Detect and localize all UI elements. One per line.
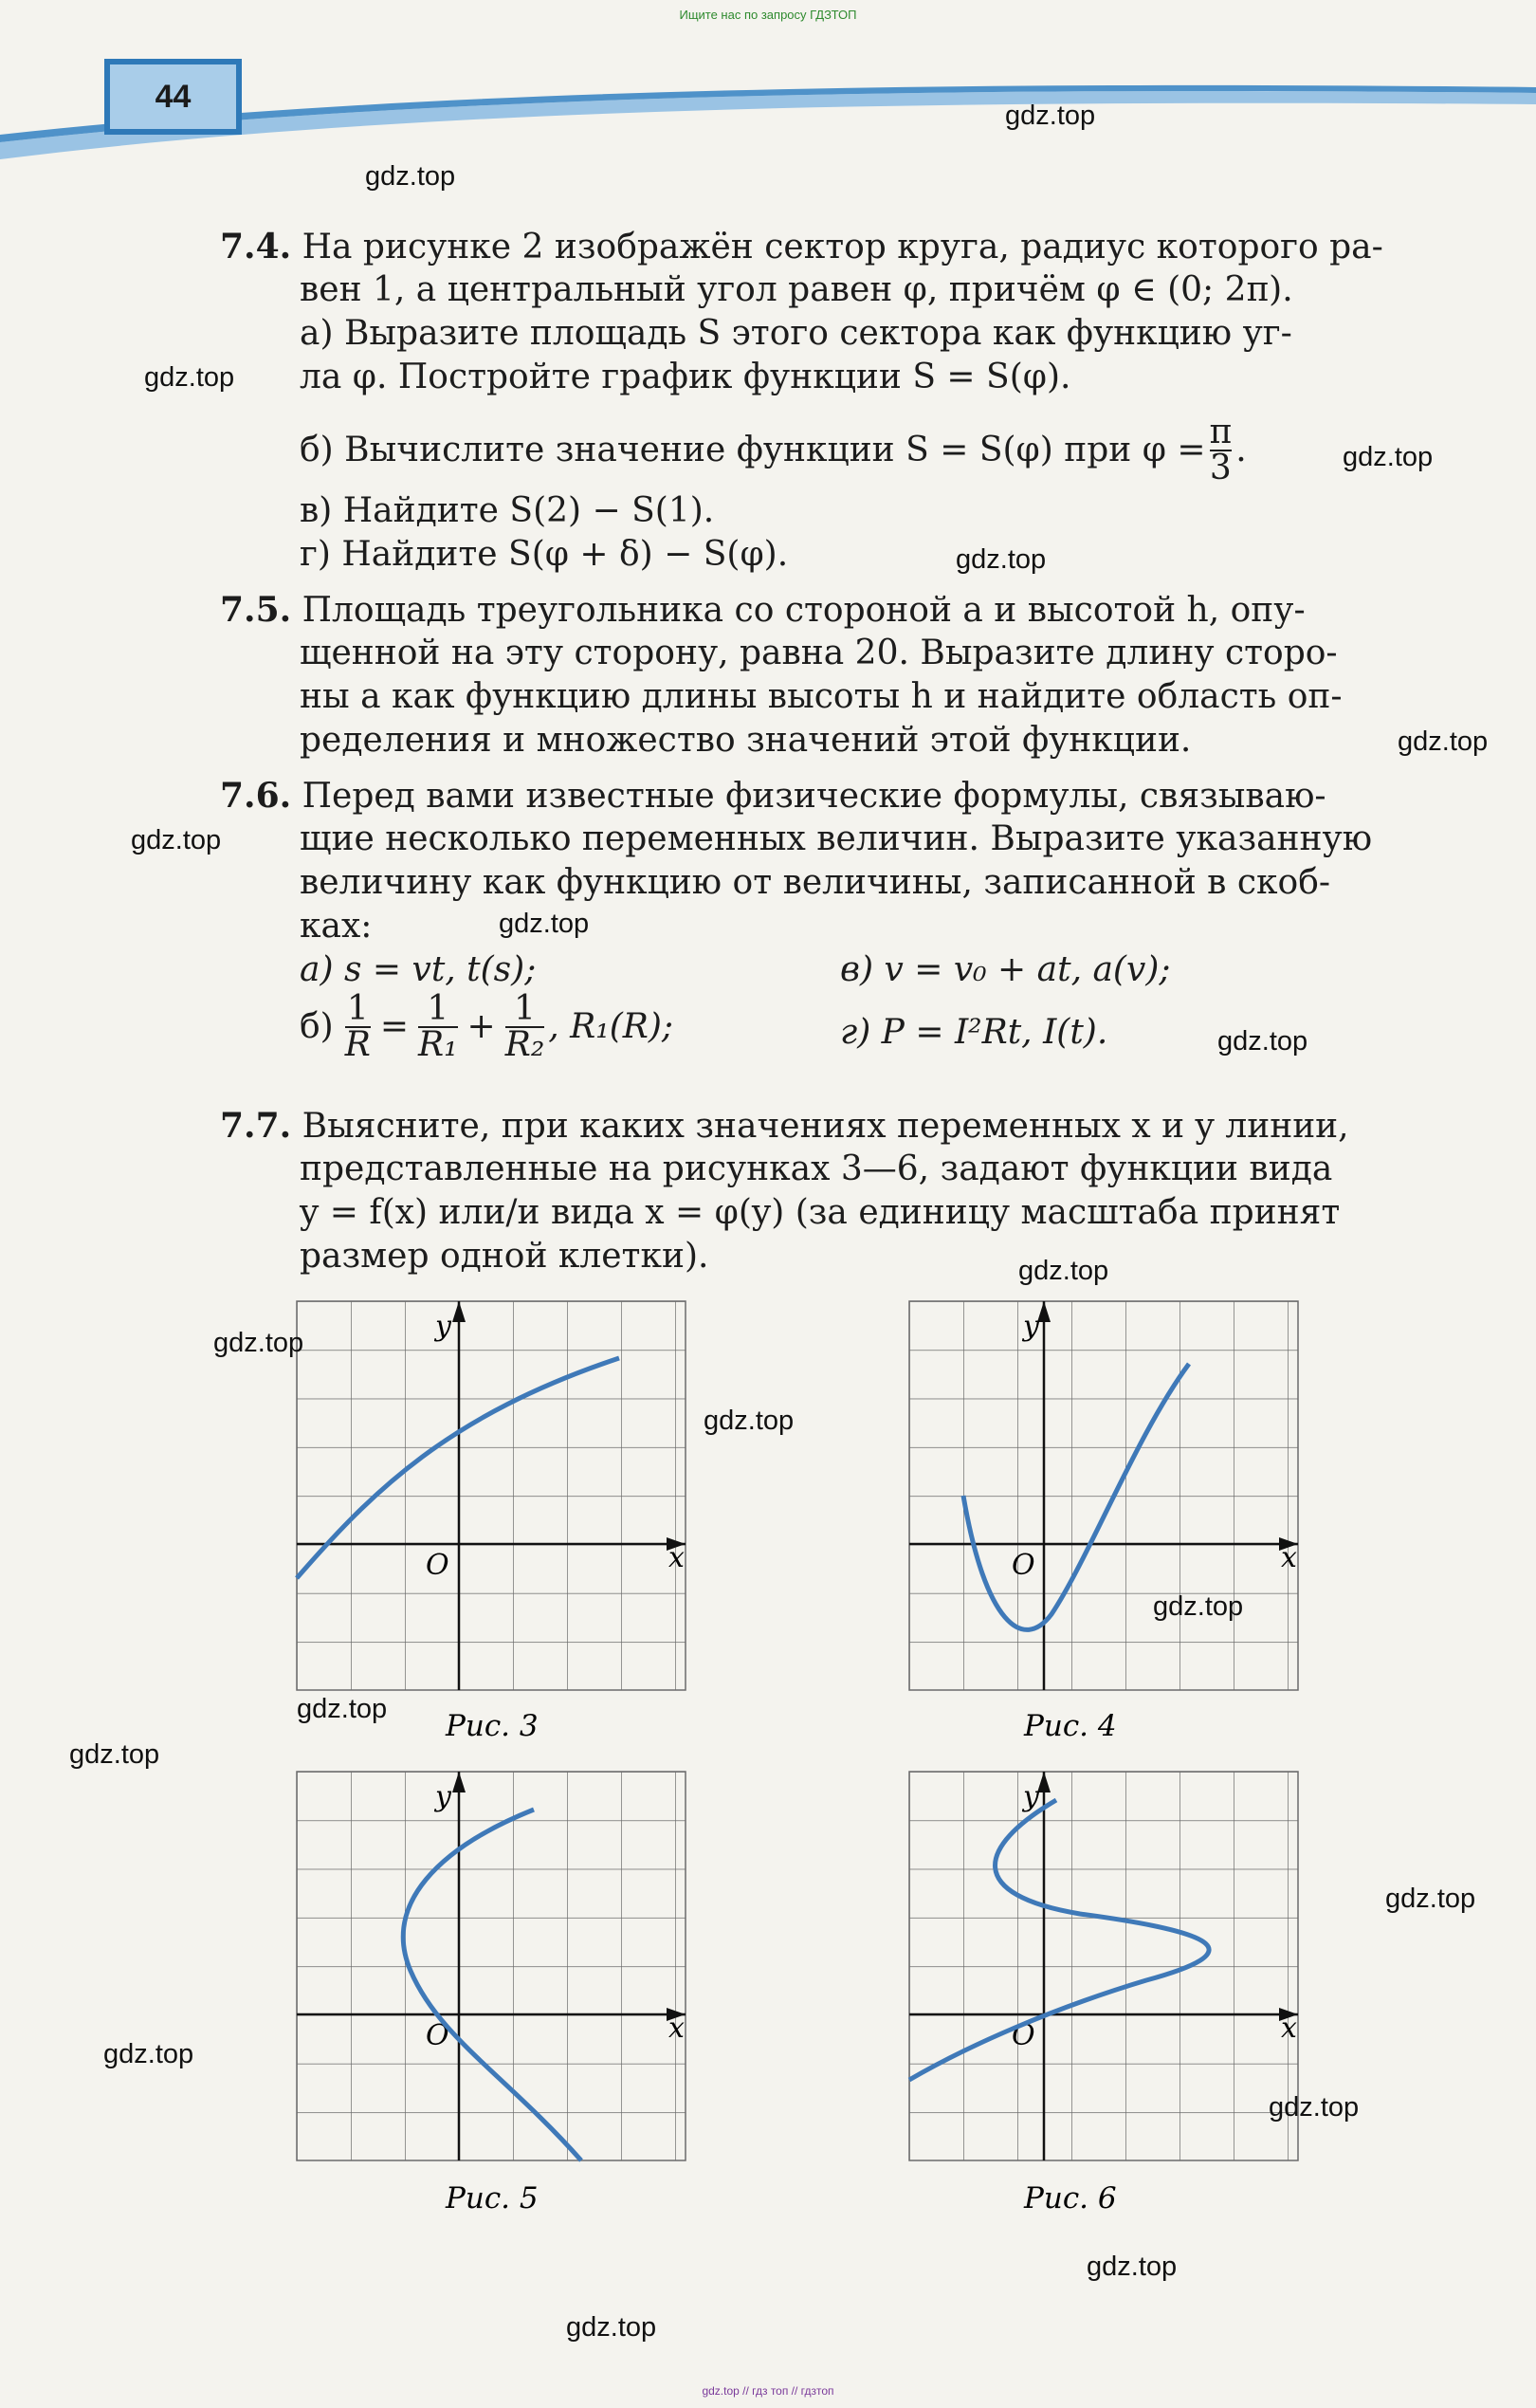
fraction-denominator: R₁ <box>418 1025 458 1064</box>
fraction-numerator: π <box>1209 413 1233 451</box>
text-line: размер одной клетки). <box>300 1237 709 1276</box>
watermark: gdz.top <box>1018 1256 1109 1286</box>
origin-label: O <box>1012 2019 1035 2052</box>
fraction-pi-3 <box>1210 415 1233 486</box>
fraction-denominator: R <box>344 1025 371 1064</box>
text-line: ках: <box>300 907 373 946</box>
fraction-denominator: 3 <box>1209 449 1232 487</box>
watermark: gdz.top <box>1153 1591 1244 1622</box>
watermark: gdz.top <box>1385 1884 1476 1914</box>
caption: Рис. 5 <box>446 2181 539 2215</box>
caption: Рис. 3 <box>446 1709 539 1743</box>
origin-label: O <box>1012 1549 1035 1582</box>
watermark: gdz.top <box>365 161 456 192</box>
watermark: gdz.top <box>499 909 590 939</box>
axis-label-x: x <box>1281 1541 1297 1574</box>
fraction-1-R <box>344 989 371 1064</box>
watermark: gdz.top <box>1398 726 1489 757</box>
text-line: y = f(x) или/и вида x = φ(y) (за единицу масштаба принят <box>300 1193 1341 1232</box>
watermark: gdz.top <box>1087 2252 1178 2282</box>
bottom-note: gdz.top // гдз топ // гдзтоп <box>702 2384 834 2398</box>
axis-label-x: x <box>1281 2012 1297 2045</box>
text-line: в) Найдите S(2) − S(1). <box>300 491 715 530</box>
formula-a: а) s = vt, t(s); <box>300 950 537 989</box>
formula-g: г) P = I²Rt, I(t). <box>840 1013 1108 1052</box>
task-7-7 <box>220 1104 1349 1149</box>
text-line: величину как функцию от величины, записанной в скоб- <box>300 863 1331 902</box>
text-line: а) Выразите площадь S этого сектора как функцию уг- <box>300 314 1292 353</box>
watermark: gdz.top <box>1269 2092 1360 2123</box>
text-line: б) Вычислите значение функции S = S(φ) при φ = <box>300 431 1206 469</box>
figures <box>284 1290 1327 2257</box>
fraction-1-R1 <box>418 989 458 1064</box>
figure-4 <box>909 1301 1298 1690</box>
text-line: Площадь треугольника со стороной a и высотой h, опу- <box>302 591 1306 630</box>
page-number: 44 <box>104 59 242 135</box>
text-line: На рисунке 2 изображён сектор круга, радиус которого ра- <box>302 228 1383 267</box>
origin-label: O <box>426 1549 449 1582</box>
text-line-fraction: б) Вычислите значение функции S = S(φ) при φ = $\frac{\pi}{3}$ . <box>300 413 1247 487</box>
task-number: 7.4. <box>220 227 292 267</box>
task-7-6 <box>220 774 1326 818</box>
figure-6 <box>909 1772 1298 2160</box>
watermark: gdz.top <box>69 1739 160 1770</box>
task-number: 7.7. <box>220 1106 292 1146</box>
fraction-numerator: 1 <box>514 989 536 1028</box>
fraction-1-R2 <box>504 989 545 1064</box>
formula-v: в) v = v₀ + at, a(v); <box>840 950 1171 989</box>
watermark: gdz.top <box>566 2312 657 2343</box>
axis-label-y: y <box>435 1780 451 1813</box>
watermark: gdz.top <box>131 825 222 855</box>
fraction-numerator: 1 <box>427 989 449 1028</box>
fraction-numerator: 1 <box>346 989 369 1028</box>
task-number: 7.6. <box>220 776 292 816</box>
text-line: Выясните, при каких значениях переменных x и y линии, <box>302 1107 1349 1146</box>
text-line: ределения и множество значений этой функции. <box>300 721 1192 760</box>
axis-label-x: x <box>668 2012 685 2045</box>
axis-label-y: y <box>1023 1310 1039 1343</box>
axis-label-y: y <box>435 1310 451 1343</box>
watermark: gdz.top <box>103 2039 194 2069</box>
task-number: 7.5. <box>220 590 292 630</box>
watermark: gdz.top <box>1005 101 1096 131</box>
figure-5 <box>297 1772 686 2160</box>
task-7-5 <box>220 588 1306 633</box>
top-note: Ищите нас по запросу ГДЗТОП <box>679 8 857 22</box>
text-line: г) Найдите S(φ + δ) − S(φ). <box>300 535 789 574</box>
watermark: gdz.top <box>956 544 1047 575</box>
formula-b: б) $\frac{1}{R}$ = $\frac{1}{\text{R₁}}$ + $\frac{1}{\text{R₂}}$ , R₁(R); <box>300 989 674 1064</box>
text-line: вен 1, а центральный угол равен φ, причём φ ∈ (0; 2π). <box>300 270 1293 309</box>
axis-label-y: y <box>1023 1780 1039 1813</box>
watermark: gdz.top <box>704 1406 795 1436</box>
text-line: представленные на рисунках 3—6, задают функции вида <box>300 1149 1333 1188</box>
origin-label: O <box>426 2019 449 2052</box>
item-label: б) <box>300 1007 334 1046</box>
text-line: ны a как функцию длины высоты h и найдите область оп- <box>300 677 1343 716</box>
formula-tail: , R₁(R); <box>548 1007 674 1046</box>
watermark: gdz.top <box>144 362 235 393</box>
text-line: щенной на эту сторону, равна 20. Выразите длину сторо- <box>300 634 1338 672</box>
task-7-4 <box>220 225 1383 269</box>
axis-label-x: x <box>668 1541 685 1574</box>
watermark: gdz.top <box>213 1328 304 1358</box>
watermark: gdz.top <box>1217 1026 1308 1057</box>
text-line: Перед вами известные физические формулы, связываю- <box>302 777 1326 816</box>
watermark: gdz.top <box>1343 442 1434 472</box>
text-line: щие несколько переменных величин. Выразите указанную <box>300 819 1373 858</box>
watermark: gdz.top <box>297 1694 388 1724</box>
caption: Рис. 6 <box>1024 2181 1117 2215</box>
text-line: ла φ. Постройте график функции S = S(φ). <box>300 358 1071 396</box>
fraction-denominator: R₂ <box>504 1025 545 1064</box>
figure-3 <box>297 1301 686 1690</box>
caption: Рис. 4 <box>1024 1709 1117 1743</box>
